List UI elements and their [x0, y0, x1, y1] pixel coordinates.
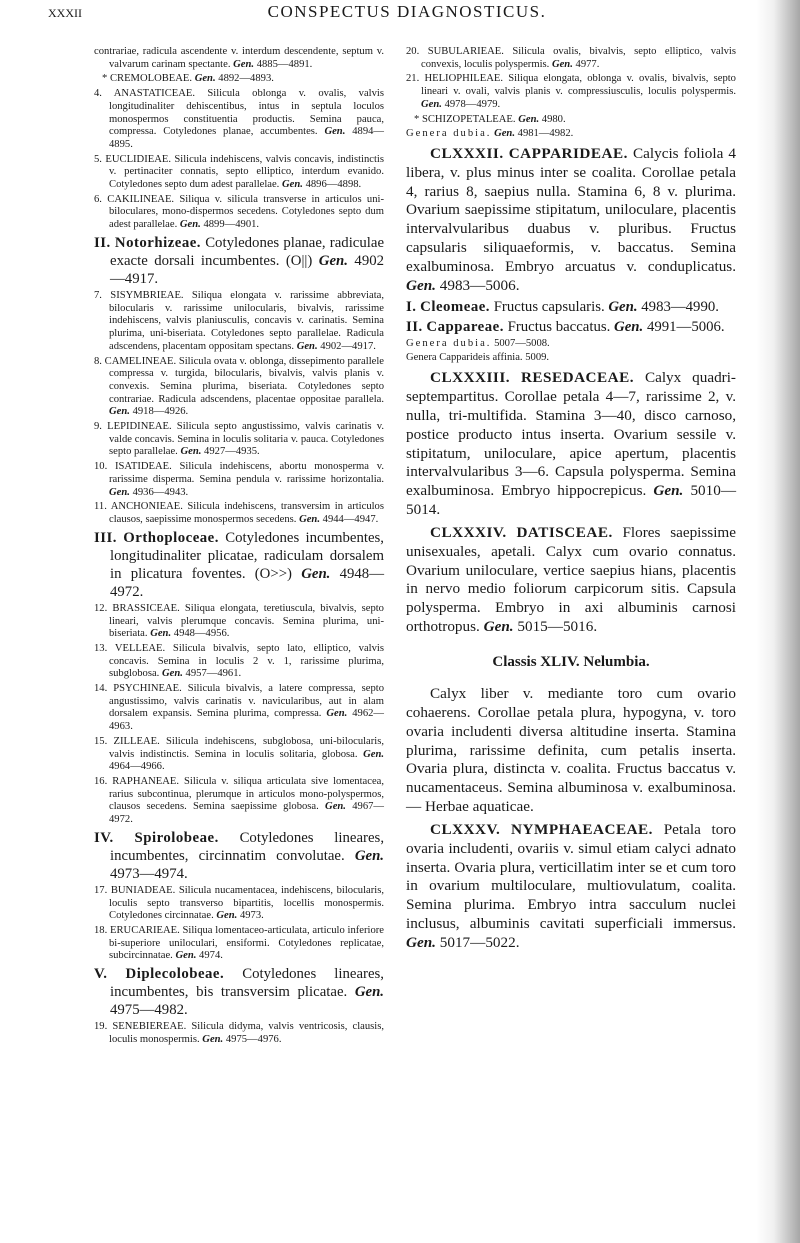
roman-numeral: V. — [94, 966, 108, 983]
tribe-entry — [94, 194, 384, 232]
entry-number: 10. — [94, 461, 108, 473]
tribe-entry — [406, 114, 736, 127]
tribe-entry — [94, 603, 384, 641]
genus-label: Gen. — [354, 847, 384, 864]
page-number: XXXII — [48, 6, 82, 20]
roman-numeral: I. — [406, 298, 417, 315]
genus-label: Gen. — [325, 801, 346, 813]
genus-label: Gen. — [614, 318, 644, 335]
entry-text: CAKILINEAE. Siliqua v. silicula transverse in articulos uni-biloculares, mono-dispermos secedens. Cotyledones septo dum adest parallelae. — [107, 193, 384, 231]
roman-numeral: IV. — [94, 829, 114, 846]
tribe-entry — [406, 46, 736, 71]
genus-range: 4980. — [541, 113, 566, 125]
taxon-name: Cleomeae. — [420, 298, 490, 315]
genus-range: 4964—4966. — [109, 761, 165, 773]
taxon-name: Cappareae. — [426, 318, 504, 335]
entry-text: contrariae, radicula ascendente v. interdum descendente, septum v. valvarum carinam spectante. — [94, 46, 384, 70]
genus-range: 4981—4982. — [517, 128, 574, 140]
genus-range: 4902—4917. — [110, 252, 385, 287]
tribe-entry — [94, 643, 384, 681]
genus-label: Gen. — [406, 276, 436, 294]
ordo-entry — [406, 524, 736, 637]
subordo-heading — [406, 298, 736, 316]
entry-text: Cotyledones lineares, incumbentes, circinnatim convolutae. — [110, 829, 385, 864]
taxon-name: DATISCEAE. — [516, 523, 613, 541]
genera-dubia — [406, 338, 736, 351]
entry-text: * CREMOLOBEAE. — [102, 73, 193, 85]
entry-text: * SCHIZOPETALEAE. — [414, 113, 516, 125]
entry-text: BUNIADEAE. Silicula nucamentacea, indehiscens, bilocularis, loculis septo transverso bipartitis, locellis monospermis. Cotyledones circinnatae. — [109, 884, 384, 922]
right-column — [406, 46, 736, 955]
genus-range: 4948—4956. — [173, 628, 230, 640]
entry-number: 12. — [94, 602, 108, 614]
entry-text: EUCLIDIEAE. Silicula indehiscens, valvis concavis, indistinctis v. pertinaciter connatis, septo elliptico, interdum evanido. Cotyledones septo dum adest parallelae. — [105, 153, 384, 191]
genera-dubia — [406, 128, 736, 141]
genus-range: 4892—4893. — [218, 73, 274, 85]
entry-text: Cotyledones incumbentes, longitudinaliter plicatae, radiculam dorsalem in plicatura foventes. (O>>) — [110, 529, 385, 582]
ordo-entry — [406, 145, 736, 296]
tribe-entry — [94, 776, 384, 827]
genus-range: 4991—5006. — [646, 318, 725, 335]
running-title: CONSPECTUS DIAGNOSTICUS. — [267, 2, 547, 21]
entry-text: HELIOPHILEAE. Siliqua elongata, oblonga v. ovalis, bivalvis, septo lineari v. ovali, valvis planis v. compressiusculis, loculis polyspermis. — [421, 73, 736, 98]
genus-range: 4983—5006. — [439, 276, 520, 294]
tribe-entry — [94, 356, 384, 420]
genus-label: Gen. — [421, 98, 442, 110]
genus-range: 4894—4895. — [109, 126, 385, 150]
entry-number: 4. — [94, 88, 102, 100]
subordo-heading — [406, 318, 736, 336]
entry-text: ISATIDEAE. Silicula indehiscens, abortu monosperma v. rarissime disperma. Semina pendula v. rarissime horizontalia. — [109, 461, 384, 485]
entry-number: 6. — [94, 193, 102, 205]
genus-label: Gen. — [301, 565, 331, 582]
genus-range: 5007—5008. — [494, 337, 550, 349]
entry-number: 9. — [94, 421, 102, 433]
genus-range: 4975—4982. — [110, 1002, 188, 1019]
entry-text: BRASSICEAE. Siliqua elongata, teretiuscula, bivalvis, septo lineari, valvis plerumque concavis. Semina plurima, uni-biseriata. — [109, 602, 384, 640]
genus-label: Gen. — [175, 950, 197, 962]
genus-range: 4977. — [575, 58, 600, 70]
genus-label: Gen. — [150, 628, 172, 640]
entry-text: Genera Capparideis affinia. 5009. — [406, 352, 550, 364]
dubia-label: Genera dubia. — [406, 337, 492, 349]
taxon-name: RESEDACEAE. — [520, 369, 635, 387]
genus-label: Gen. — [483, 618, 514, 636]
entry-text: SUBULARIEAE. Silicula ovalis, bivalvis, septo elliptico, valvis convexis, loculis polyspermis. — [421, 46, 736, 70]
tribe-entry — [94, 88, 384, 152]
entry-text: ZILLEAE. Silicula indehiscens, subglobosa, uni-bilocularis, valvis indistinctis. Semina in loculis solitaria, globosa. — [109, 735, 384, 760]
genus-range: 4973. — [239, 910, 264, 922]
ordo-entry — [406, 821, 736, 953]
roman-numeral: CLXXXV. — [430, 820, 501, 838]
genus-label: Gen. — [363, 748, 384, 760]
entry-text: Calyx quadri-septempartitus. Corollae petala 4—7, rarissime 2, v. nulla, tri-multifida. Stamina 3—40, disco carnoso, postice producto intus inserta. Ovarium sessile v. stipitatum, uniloculare, apice apertum, placentis intervalvularibus 3—6. Capsula polysperma. Semina exalbuminosa. Embryo hippocrepicus. — [406, 369, 736, 500]
entry-number: 21. — [406, 73, 420, 85]
genus-label: Gen. — [202, 1033, 224, 1045]
taxon-name: Notorhizeae. — [114, 234, 202, 251]
entry-number: 16. — [94, 775, 108, 787]
taxon-name: Diplecolobeae. — [125, 966, 225, 983]
roman-numeral: III. — [94, 529, 117, 546]
dubia-label: Genera dubia. — [406, 128, 492, 140]
entry-text: ANCHONIEAE. Silicula indehiscens, transversim in articulos clausos, saepissime monospermos secedens. — [109, 501, 384, 525]
classis-description — [406, 685, 736, 817]
genus-label: Gen. — [494, 128, 515, 140]
roman-numeral: CLXXXIII. — [430, 369, 511, 387]
roman-numeral: CLXXXII. — [430, 144, 504, 162]
note-line — [406, 352, 736, 365]
genus-label: Gen. — [318, 252, 348, 269]
genus-label: Gen. — [653, 482, 684, 500]
genus-label: Gen. — [109, 406, 130, 418]
tribe-entry — [94, 421, 384, 459]
genus-range: 4896—4898. — [305, 179, 362, 191]
subordo-heading — [94, 829, 384, 883]
page-edge-shadow — [756, 0, 800, 1243]
entry-text: Calyx liber v. mediante toro cum ovario cohaerens. Corollae petala plura, hypogyna, v. toro ovaria includenti diversa altitudine inserta. Stamina plurima, rarissime definita, cum petalis inserta. Ovaria plura, distincta v. coalita. Fructus baccatus v. nucamentaceus. Semina albuminosa v. exalbuminosa. — Herbae aquaticae. — [406, 684, 736, 816]
entry-number: 14. — [94, 683, 108, 695]
genus-label: Gen. — [161, 668, 183, 680]
tribe-entry — [94, 501, 384, 526]
tribe-entry — [94, 46, 384, 71]
genus-range: 5015—5016. — [517, 618, 598, 636]
entry-text: Petala toro ovaria includenti, ovariis v. simul etiam calyci adnato inserta. Ovaria plura, verticillatim inter se et cum toro in ovarium multiloculare, multiovulatum, coalita. Semina plurima. Embryo intra sacculum nuclei inclusus, albuminis cavitati superficiali immersus. — [406, 820, 737, 933]
genus-label: Gen. — [324, 126, 346, 138]
roman-numeral: II. — [406, 318, 423, 335]
taxon-name: Orthoploceae. — [123, 529, 219, 546]
entry-number: 17. — [94, 884, 108, 896]
genus-label: Gen. — [608, 298, 638, 315]
genus-range: 4983—4990. — [641, 298, 719, 315]
entry-text: ERUCARIEAE. Siliqua lomentaceo-articulata, articulo inferiore bi-superiore uniloculari, ensiformi. Cotyledones replicatae, subcircinnatae. — [109, 925, 384, 962]
page-header — [48, 0, 766, 28]
genus-range: 4927—4935. — [204, 446, 260, 458]
entry-number: 5. — [94, 153, 102, 165]
genus-label: Gen. — [180, 446, 202, 458]
left-column — [94, 46, 384, 1049]
tribe-entry — [94, 683, 384, 734]
genus-range: 4899—4901. — [203, 219, 260, 231]
tribe-entry — [94, 736, 384, 774]
entry-text: SENEBIEREAE. Silicula didyma, valvis ventricosis, clausis, loculis monospermis. — [109, 1021, 384, 1045]
subordo-heading — [94, 234, 384, 288]
genus-label: Gen. — [299, 513, 320, 525]
classis-heading — [406, 653, 736, 671]
genus-label: Gen. — [109, 486, 130, 498]
roman-numeral: CLXXXIV. — [430, 523, 507, 541]
subordo-heading — [94, 965, 384, 1019]
genus-label: Gen. — [296, 340, 318, 352]
genus-range: 4962—4963. — [109, 708, 384, 733]
entry-text: Cotyledones planae, radiculae exacte dorsali incumbentes. (O||) — [110, 234, 385, 269]
genus-label: Gen. — [194, 73, 216, 85]
tribe-entry — [94, 885, 384, 923]
genus-label: Gen. — [518, 113, 540, 125]
genus-label: Gen. — [354, 984, 384, 1001]
genus-range: 5017—5022. — [439, 933, 520, 951]
genus-range: 4885—4891. — [256, 58, 313, 70]
genus-range: 4978—4979. — [444, 98, 501, 110]
entry-number: 20. — [406, 46, 420, 57]
entry-text: VELLEAE. Silicula bivalvis, septo lato, elliptico, valvis concavis. Semina in loculis 2 v. 1, rarissime plurima, subglobosa. — [109, 642, 384, 680]
entry-number: 11. — [94, 501, 107, 513]
entry-text: RAPHANEAE. Silicula v. siliqua articulata sive lomentacea, rarius subcontinua, plerumque in articulos mono-polyspermos, clausos secedens. Semina saepissime globosa. — [109, 775, 384, 813]
entry-number: 15. — [94, 735, 108, 747]
tribe-entry — [94, 925, 384, 963]
tribe-entry — [406, 73, 736, 111]
tribe-entry — [94, 1021, 384, 1046]
entry-text: LEPIDINEAE. Silicula septo angustissimo, valvis carinatis v. valde concavis. Semina in loculis solitaria v. pauca. Cotyledones septo parallelae. — [107, 421, 384, 458]
entry-text: Cotyledones lineares, incumbentes, bis transversim plicatae. — [110, 966, 385, 1001]
entry-text: Flores saepissime unisexuales, apetali. Calyx cum ovario connatus. Ovarium uniloculare, vertice saepius hians, placentis in nervo medio foliorum carpicorum sitis. Capsula polysperma. Embryo in axi albuminis carnosi orthotropus. — [406, 523, 736, 636]
entry-text: CAMELINEAE. Silicula ovata v. oblonga, dissepimento parallele compressa v. turgida, bilocularis, bivalvis, valvis planis v. convexis. Semina plurima, biseriata. Cotyledones septo contrariae. Radicula adscendens, placentae oppositae parallela. — [104, 355, 384, 405]
entry-number: 8. — [94, 355, 102, 367]
genus-range: 4944—4947. — [322, 513, 379, 525]
entry-number: 18. — [94, 925, 108, 937]
roman-numeral: II. — [94, 234, 111, 251]
taxon-name: Spirolobeae. — [134, 829, 219, 846]
entry-number: 19. — [94, 1021, 108, 1033]
genus-range: 4967—4972. — [109, 801, 384, 826]
genus-range: 4974. — [199, 950, 223, 962]
genus-label: Gen. — [233, 58, 255, 70]
entry-text: SISYMBRIEAE. Siliqua elongata v. rarissime abbreviata, bilocularis v. rarissime unilocularis, bivalvis, rarissime indehiscens, valvis planiusculis, concavis v. carinatis. Semina plurima, uni-biseriata. Cotyledones septo parallelae. Radicula adscendens, placentam oppositam spectans. — [109, 289, 384, 352]
genus-range: 5010—5014. — [406, 482, 737, 519]
genus-label: Gen. — [551, 58, 573, 70]
taxon-name: NYMPHAEACEAE. — [511, 820, 653, 838]
genus-label: Gen. — [326, 708, 348, 720]
genus-label: Gen. — [282, 179, 303, 191]
genus-range: 4957—4961. — [185, 668, 242, 680]
entry-text: Calycis foliola 4 libera, v. plus minus inter se coalita. Corollae petala 4, rarius 8, saepius nulla. Stamina 6, 8 v. plurima. Ovarium saepissime stipitatum, uniloculare, placentis intervalvularibus duabus v. pluribus. Fructus capsularis siliquaeformis, v. baccatus. Semina exalbuminosa. Embryo arcuatus v. conduplicatus. — [406, 144, 736, 275]
genus-range: 4936—4943. — [132, 486, 189, 498]
genus-label: Gen. — [406, 933, 436, 951]
tribe-entry — [94, 73, 384, 86]
entry-text: ANASTATICEAE. Silicula oblonga v. ovalis, valvis longitudinaliter dehiscentibus, intus in septula loculos monospermos constituentia productis. Semina pauca, compressa. Cotyledones planae, accumbentes. — [109, 88, 384, 138]
genus-range: 4975—4976. — [225, 1033, 282, 1045]
tribe-entry — [94, 290, 384, 354]
entry-text: Fructus capsularis. — [493, 298, 605, 315]
genus-range: 4948—4972. — [110, 565, 384, 600]
genus-range: 4918—4926. — [132, 406, 189, 418]
taxon-name: CAPPARIDEAE. — [508, 144, 628, 162]
entry-number: 13. — [94, 642, 108, 654]
subordo-heading — [94, 529, 384, 601]
classis-title: Classis XLIV. Nelumbia. — [492, 653, 650, 670]
genus-range: 4902—4917. — [320, 340, 376, 352]
tribe-entry — [94, 461, 384, 499]
genus-label: Gen. — [216, 910, 238, 922]
entry-text: PSYCHINEAE. Silicula bivalvis, a latere compressa, septo angustissimo, valvis carinatis v. navicularibus, aut in alam dorsalem expansis. Semina plurima, compressa. — [109, 683, 384, 720]
ordo-entry — [406, 369, 736, 520]
genus-label: Gen. — [179, 219, 201, 231]
genus-range: 4973—4974. — [110, 865, 188, 882]
tribe-entry — [94, 154, 384, 192]
entry-number: 7. — [94, 289, 102, 301]
entry-text: Fructus baccatus. — [507, 318, 611, 335]
